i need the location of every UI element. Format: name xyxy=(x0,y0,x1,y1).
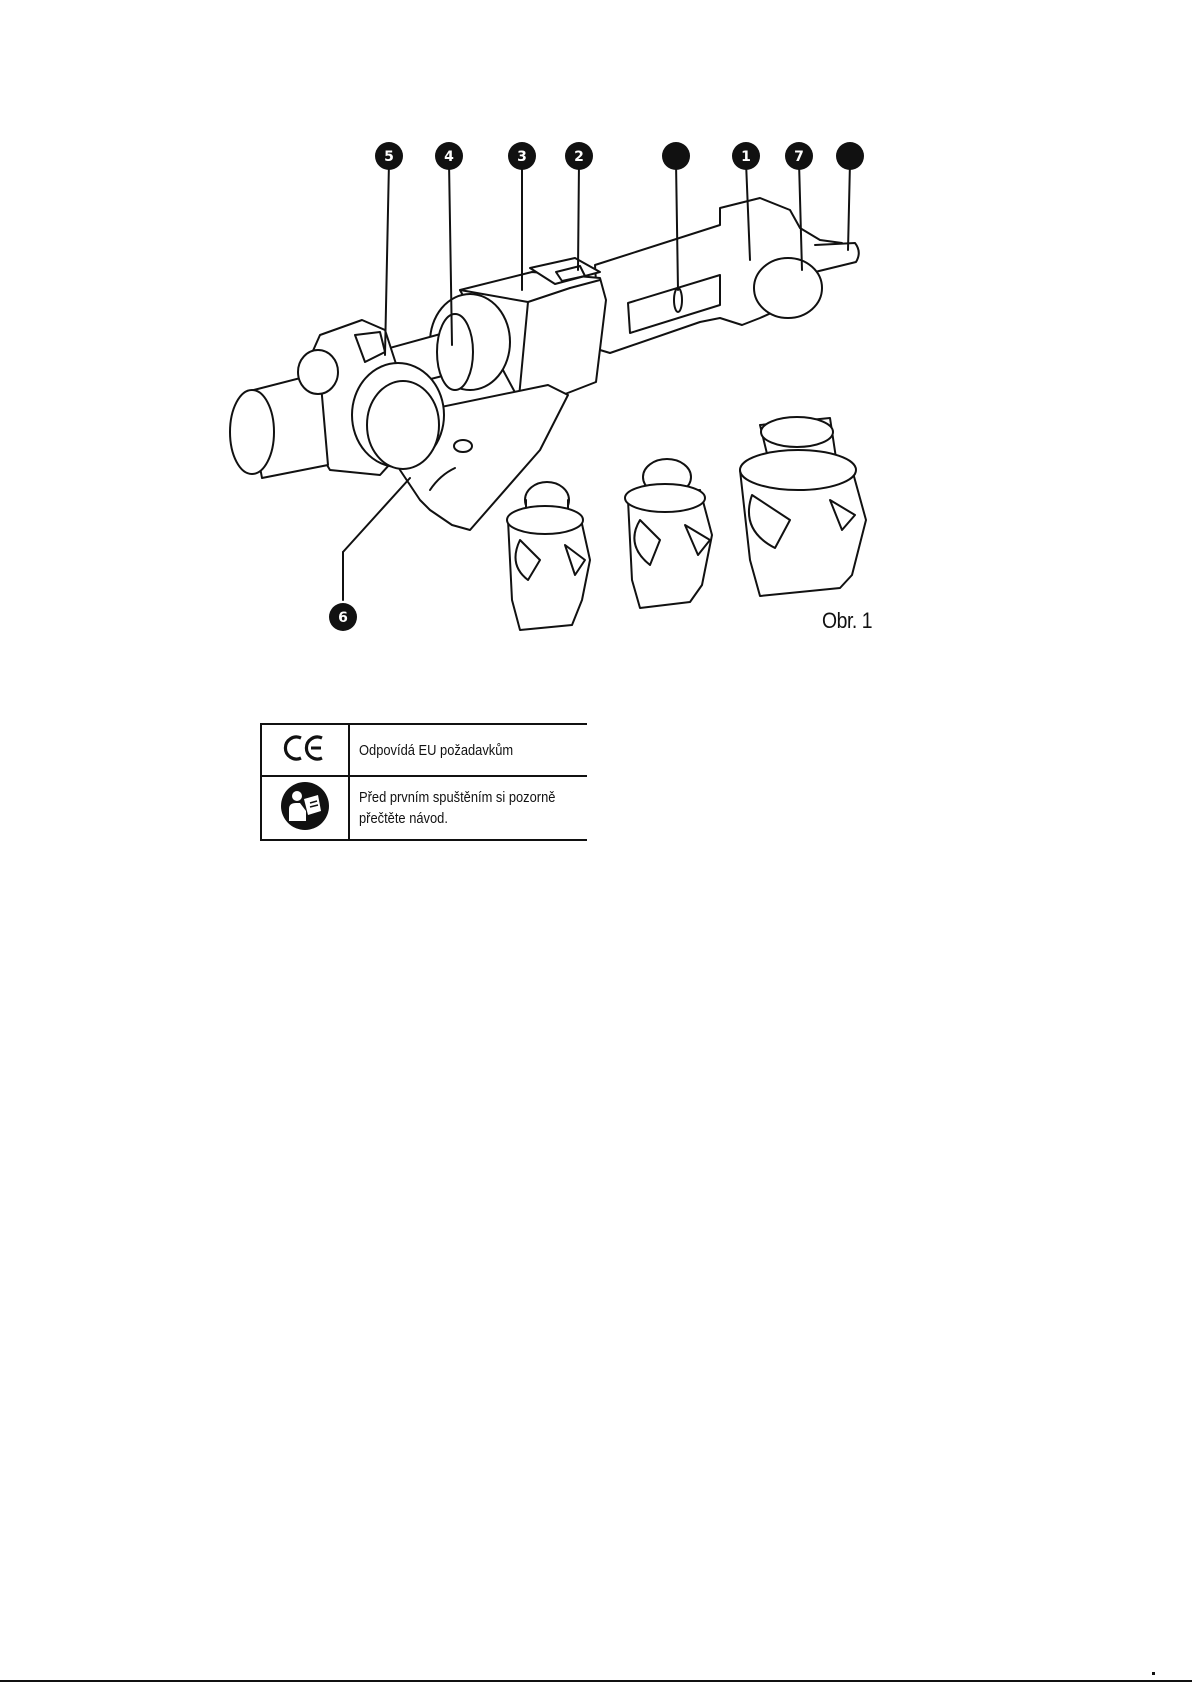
symbol-row xyxy=(261,776,587,840)
callout-6 xyxy=(329,603,357,631)
callout-2 xyxy=(565,142,593,170)
svg-text:2: 2 xyxy=(574,149,584,165)
ce-mark-icon xyxy=(261,724,349,776)
manual-warning-line2: přečtěte návod. xyxy=(358,810,448,827)
callout-1 xyxy=(732,142,760,170)
svg-text:3: 3 xyxy=(517,149,527,165)
svg-text:6: 6 xyxy=(338,610,348,626)
manual-warning-line1: Před prvním spuštěním si pozorně xyxy=(358,789,556,806)
callout-5 xyxy=(375,142,403,170)
ce-description: Odpovídá EU požadavkům xyxy=(358,741,513,759)
callout-3 xyxy=(508,142,536,170)
welding-tool-illustration xyxy=(0,0,1192,680)
callout-4 xyxy=(435,142,463,170)
svg-text:5: 5 xyxy=(384,149,394,165)
callout-7 xyxy=(785,142,813,170)
corner-mark xyxy=(1152,1672,1155,1675)
svg-text:4: 4 xyxy=(444,149,454,165)
callout-blank-2 xyxy=(836,142,864,170)
read-manual-icon xyxy=(261,776,349,840)
svg-text:1: 1 xyxy=(741,149,751,165)
callout-blank-1 xyxy=(662,142,690,170)
symbol-table xyxy=(260,723,587,841)
symbol-row xyxy=(261,724,587,776)
figure-caption: Obr. 1 xyxy=(822,608,873,633)
svg-text:7: 7 xyxy=(794,149,804,165)
bottom-rule xyxy=(0,1680,1192,1682)
